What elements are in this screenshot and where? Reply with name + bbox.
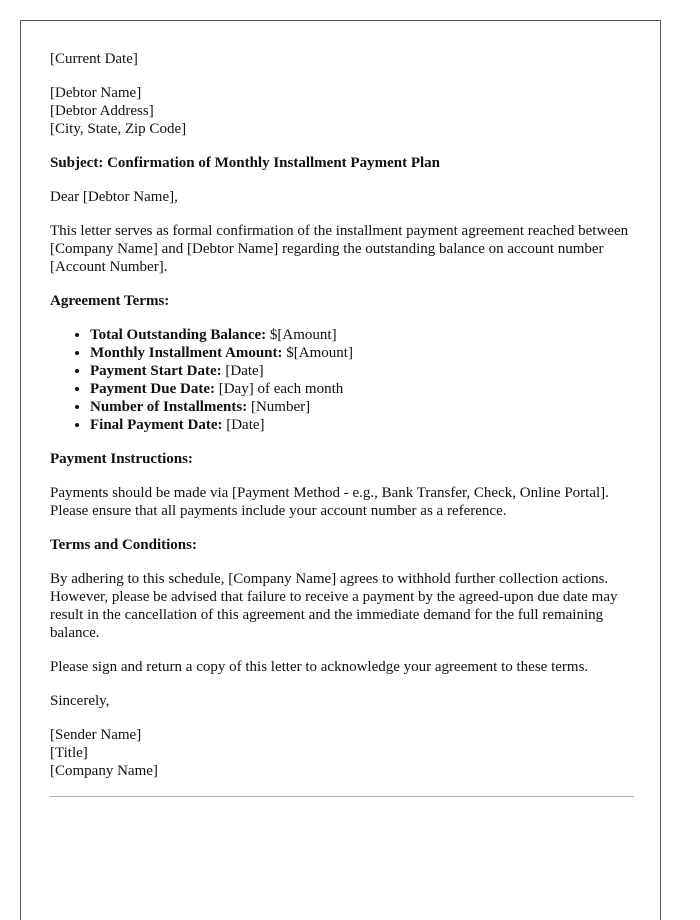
closing: Sincerely, bbox=[50, 693, 110, 709]
term-label: Number of Installments: bbox=[90, 399, 248, 415]
terms-conditions-body: By adhering to this schedule, [Company Name] agrees to withhold further collection actions. However, please be advised that failure to receive a payment by the agreed-upon due date may result in the cancellation of this agreement and the immediate demand for the full remaining balance. bbox=[50, 571, 618, 641]
term-label: Total Outstanding Balance: bbox=[90, 327, 267, 343]
agreement-terms-list bbox=[50, 326, 640, 434]
sender-company: [Company Name] bbox=[50, 763, 158, 779]
recipient-block bbox=[50, 84, 640, 138]
letter-salutation: Dear [Debtor Name], bbox=[50, 189, 178, 205]
sender-name: [Sender Name] bbox=[50, 727, 142, 743]
letter-intro: This letter serves as formal confirmation of the installment payment agreement reached between [Company Name] and [Debtor Name] regarding the outstanding balance on account number [Account Number]. bbox=[50, 223, 629, 275]
letter-date: [Current Date] bbox=[50, 51, 138, 67]
term-value: $[Amount] bbox=[282, 345, 353, 361]
recipient-address: [Debtor Address] bbox=[50, 103, 154, 119]
terms-conditions-heading: Terms and Conditions: bbox=[50, 537, 197, 553]
closing-request: Please sign and return a copy of this letter to acknowledge your agreement to these terms. bbox=[50, 659, 589, 675]
list-item bbox=[90, 362, 640, 380]
letter-subject: Subject: Confirmation of Monthly Installment Payment Plan bbox=[50, 155, 440, 171]
letter-page bbox=[20, 20, 661, 920]
term-label: Monthly Installment Amount: bbox=[90, 345, 283, 361]
list-item bbox=[90, 380, 640, 398]
payment-instructions-heading: Payment Instructions: bbox=[50, 451, 193, 467]
list-item bbox=[90, 344, 640, 362]
term-label: Payment Start Date: bbox=[90, 363, 222, 379]
footer-divider bbox=[50, 796, 634, 797]
term-value: [Number] bbox=[247, 399, 311, 415]
term-value: [Date] bbox=[222, 417, 265, 433]
payment-instructions-body: Payments should be made via [Payment Method - e.g., Bank Transfer, Check, Online Portal]. Please ensure that all payments include your account number as a reference. bbox=[50, 485, 609, 519]
term-value: $[Amount] bbox=[266, 327, 337, 343]
recipient-name: [Debtor Name] bbox=[50, 85, 142, 101]
sender-block bbox=[50, 726, 640, 780]
term-value: [Day] of each month bbox=[214, 381, 344, 397]
term-label: Final Payment Date: bbox=[90, 417, 223, 433]
term-value: [Date] bbox=[221, 363, 264, 379]
term-label: Payment Due Date: bbox=[90, 381, 215, 397]
agreement-terms-heading: Agreement Terms: bbox=[50, 293, 170, 309]
recipient-city-state-zip: [City, State, Zip Code] bbox=[50, 121, 187, 137]
sender-title: [Title] bbox=[50, 745, 88, 761]
list-item bbox=[90, 416, 640, 434]
letter-content bbox=[50, 50, 640, 796]
list-item bbox=[90, 326, 640, 344]
list-item bbox=[90, 398, 640, 416]
